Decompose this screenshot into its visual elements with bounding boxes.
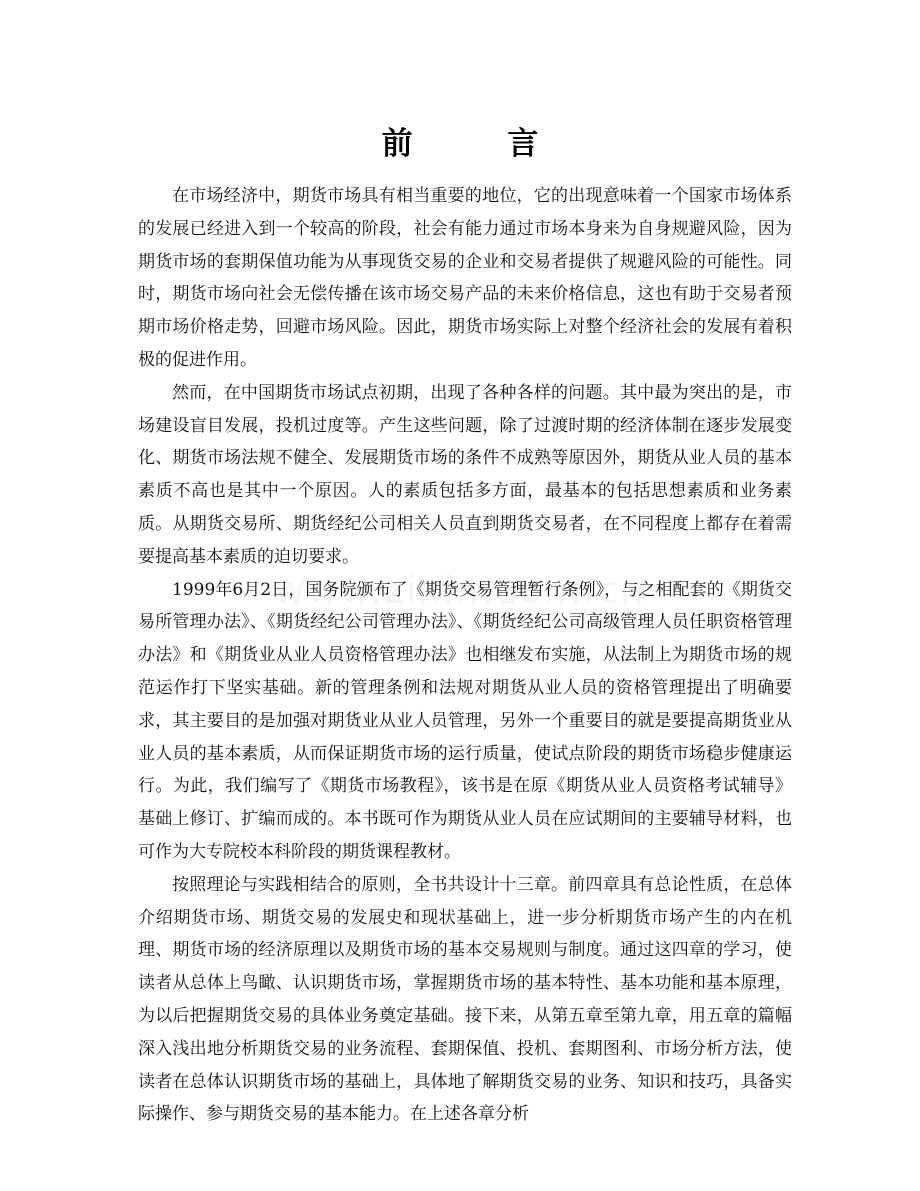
body-text <box>138 180 792 1131</box>
paragraph-1: 在市场经济中，期货市场具有相当重要的地位，它的出现意味着一个国家市场体系的发展已经进入到一个较高的阶段，社会有能力通过市场本身来为自身规避风险，因为期货市场的套期保值功能为从事现货交易的企业和交易者提供了规避风险的可能性。同时，期货市场向社会无偿传播在该市场交易产品的未来价格信息，这也有助于交易者预期市场价格走势，回避市场风险。因此，期货市场实际上对整个经济社会的发展有着积极的促进作用。 <box>138 186 792 370</box>
paragraph-3: 1999年6月2日，国务院颁布了《期货交易管理暂行条例》，与之相配套的《期货交易所管理办法》、《期货经纪公司管理办法》、《期货经纪公司高级管理人员任职资格管理办法》和《期货业从业人员资格管理办法》也相继发布实施，从法制上为期货市场的规范运作打下坚实基础。新的管理条例和法规对期货从业人员的资格管理提出了明确要求，其主要目的是加强对期货业从业人员管理，另外一个重要目的就是要提高期货业从业人员的基本素质，从而保证期货市场的运行质量，使试点阶段的期货市场稳步健康运行。为此，我们编写了《期货市场教程》，该书是在原《期货从业人员资格考试辅导》基础上修订、扩编而成的。本书既可作为期货从业人员在应试期间的主要辅导材料，也可作为大专院校本科阶段的期货课程教材。 <box>138 579 792 862</box>
paragraph-4: 按照理论与实践相结合的原则，全书共设计十三章。前四章具有总论性质，在总体介绍期货市场、期货交易的发展史和现状基础上，进一步分析期货市场产生的内在机理、期货市场的经济原理以及期货市场的基本交易规则与制度。通过这四章的学习，使读者从总体上鸟瞰、认识期货市场，掌握期货市场的基本特性、基本功能和基本原理，为以后把握期货交易的具体业务奠定基础。接下来，从第五章至第九章，用五章的篇幅深入浅出地分析期货交易的业务流程、套期保值、投机、套期图利、市场分析方法，使读者在总体认识期货市场的基础上，具体地了解期货交易的业务、知识和技巧，具备实际操作、参与期货交易的基本能力。在上述各章分析 <box>138 874 792 1125</box>
page-title: 前 言 <box>381 126 581 162</box>
paragraph-2: 然而，在中国期货市场试点初期，出现了各种各样的问题。其中最为突出的是，市场建设盲目发展，投机过度等。产生这些问题，除了过渡时期的经济体制在逐步发展变化、期货市场法规不健全、发展期货市场的条件不成熟等原因外，期货从业人员的基本素质不高也是其中一个原因。人的素质包括多方面，最基本的包括思想素质和业务素质。从期货交易所、期货经纪公司相关人员直到期货交易者，在不同程度上都存在着需要提高基本素质的迫切要求。 <box>138 382 792 567</box>
